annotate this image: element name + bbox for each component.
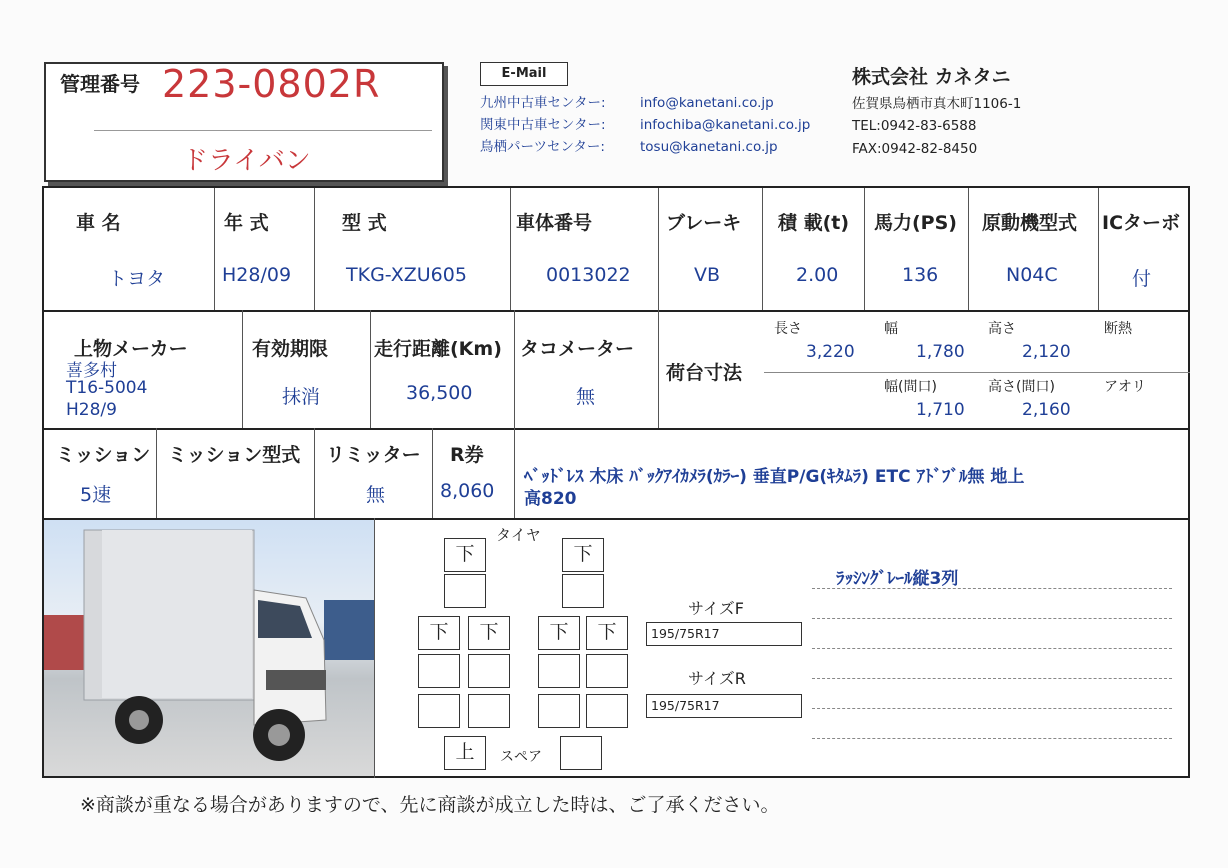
divider [314, 188, 315, 310]
tire-front-right: 下 [562, 538, 604, 572]
label-expiry: 有効期限 [252, 338, 329, 360]
size-f-value: 195/75R17 [646, 622, 802, 646]
tire-box [562, 574, 604, 608]
company-address: 佐賀県鳥栖市真木町1106-1 [852, 95, 1022, 112]
value-body-maker: 喜多村 [66, 361, 117, 381]
divider [812, 678, 1172, 679]
label-brake: ブレーキ [666, 212, 742, 234]
tire-rear-right-outer: 下 [586, 616, 628, 650]
label-aori: アオリ [1104, 379, 1146, 395]
value-distance: 36,500 [406, 382, 473, 404]
body-type: ドライバン [182, 146, 311, 176]
value-body-serial: T16-5004 [66, 378, 148, 398]
size-r-value: 195/75R17 [646, 694, 802, 718]
notes-line-1: ﾍﾞｯﾄﾞﾚｽ 木床 ﾊﾞｯｸｱｲｶﾒﾗ(ｶﾗｰ) 垂直P/G(ｷﾀﾑﾗ) ETC ｱﾄﾞﾌﾞﾙ無 地上 [524, 467, 1025, 487]
value-car-name: トヨタ [108, 268, 166, 290]
tire-box [538, 654, 580, 688]
label-insulation: 断熱 [1104, 321, 1132, 337]
email-row [480, 92, 810, 114]
value-mission: 5速 [80, 484, 112, 506]
tire-box [468, 694, 510, 728]
divider [44, 310, 1188, 312]
email-link[interactable]: tosu@kanetani.co.jp [640, 139, 778, 155]
tire-box [586, 694, 628, 728]
tire-spare: 上 [444, 736, 486, 770]
divider [156, 428, 157, 518]
email-link[interactable]: info@kanetani.co.jp [640, 95, 774, 111]
label-limiter: リミッター [326, 444, 421, 466]
size-r-label: サイズR [688, 669, 746, 688]
value-horsepower: 136 [902, 264, 939, 286]
label-mission: ミッション [56, 444, 151, 466]
company-name: 株式会社 カネタニ [852, 66, 1011, 88]
company-tel: TEL:0942-83-6588 [852, 118, 977, 134]
divider [510, 188, 511, 310]
divider [764, 372, 1190, 373]
value-brake: VB [694, 264, 721, 286]
label-height: 高さ [988, 321, 1016, 337]
email-list [480, 92, 810, 158]
value-height-open: 2,160 [1022, 400, 1071, 420]
divider [812, 588, 1172, 589]
label-r-ticket: R券 [450, 444, 484, 466]
value-load: 2.00 [796, 264, 839, 286]
value-width: 1,780 [916, 342, 965, 362]
size-f-label: サイズF [688, 599, 744, 618]
tire-box [560, 736, 602, 770]
value-height: 2,120 [1022, 342, 1071, 362]
email-row [480, 114, 810, 136]
kanri-card [44, 62, 444, 182]
value-chassis: 0013022 [546, 264, 631, 286]
label-year: 年 式 [224, 212, 269, 234]
label-engine: 原動機型式 [982, 212, 1078, 234]
divider [242, 310, 243, 428]
label-mission-type: ミッション型式 [168, 444, 301, 466]
label-tachometer: タコメーター [520, 338, 635, 360]
divider [812, 708, 1172, 709]
value-model: TKG-XZU605 [346, 264, 467, 286]
tire-box [418, 654, 460, 688]
label-load: 積 載(t) [778, 212, 850, 234]
value-tachometer: 無 [576, 386, 596, 408]
kanri-number: 223-0802R [162, 62, 381, 106]
company-info [852, 66, 1021, 160]
divider [658, 310, 659, 428]
divider [864, 188, 865, 310]
label-height-open: 高さ(間口) [988, 379, 1055, 395]
label-horsepower: 馬力(PS) [874, 212, 957, 234]
divider [370, 310, 371, 428]
tire-box [418, 694, 460, 728]
divider [812, 618, 1172, 619]
company-fax: FAX:0942-82-8450 [852, 140, 978, 157]
value-engine: N04C [1006, 264, 1058, 286]
divider [1098, 188, 1099, 310]
value-body-date: H28/9 [66, 400, 117, 420]
tire-box [444, 574, 486, 608]
email-row [480, 136, 810, 158]
kanri-label: 管理番号 [60, 72, 140, 96]
divider [514, 428, 515, 518]
label-ic-turbo: ICターボ [1102, 212, 1181, 234]
value-limiter: 無 [366, 484, 386, 506]
tire-box [468, 654, 510, 688]
label-cargo-dims: 荷台寸法 [666, 362, 743, 384]
divider [374, 518, 375, 778]
tire-rear-left-inner: 下 [468, 616, 510, 650]
divider [514, 310, 515, 428]
email-link[interactable]: infochiba@kanetani.co.jp [640, 117, 811, 133]
label-width-open: 幅(間口) [884, 379, 937, 395]
label-chassis: 車体番号 [516, 212, 593, 234]
label-body-maker: 上物メーカー [74, 338, 188, 360]
remarks: ﾗｯｼﾝｸﾞﾚｰﾙ縦3列 [836, 569, 959, 589]
value-year: H28/09 [222, 264, 292, 286]
truck-photo [44, 520, 374, 776]
email-title: E-Mail [480, 62, 568, 86]
notes-line-2: 高820 [524, 489, 577, 509]
divider [812, 648, 1172, 649]
spare-label: スペア [500, 749, 542, 765]
truck-illustration [44, 520, 374, 776]
value-width-open: 1,710 [916, 400, 965, 420]
value-ic-turbo: 付 [1132, 268, 1152, 290]
center-name: 関東中古車センター: [480, 117, 606, 133]
center-name: 九州中古車センター: [480, 95, 606, 111]
label-length: 長さ [774, 321, 802, 337]
center-name: 鳥栖パーツセンター: [480, 139, 605, 155]
label-width: 幅 [884, 321, 898, 337]
value-expiry: 抹消 [282, 386, 321, 408]
tire-box [538, 694, 580, 728]
tire-front-left: 下 [444, 538, 486, 572]
tire-box [586, 654, 628, 688]
divider [94, 130, 432, 131]
footer-note: ※商談が重なる場合がありますので、先に商談が成立した時は、ご了承ください。 [80, 794, 780, 816]
label-car-name: 車 名 [76, 212, 121, 234]
spec-sheet [42, 186, 1190, 778]
divider [762, 188, 763, 310]
divider [968, 188, 969, 310]
tire-rear-right-inner: 下 [538, 616, 580, 650]
divider [658, 188, 659, 310]
divider [44, 428, 1188, 430]
label-model: 型 式 [342, 212, 387, 234]
label-distance: 走行距離(Km) [374, 338, 502, 360]
divider [214, 188, 215, 310]
divider [812, 738, 1172, 739]
value-length: 3,220 [806, 342, 855, 362]
value-r-ticket: 8,060 [440, 480, 495, 502]
tire-rear-left-outer: 下 [418, 616, 460, 650]
divider [314, 428, 315, 518]
divider [432, 428, 433, 518]
tire-title: タイヤ [496, 526, 541, 544]
